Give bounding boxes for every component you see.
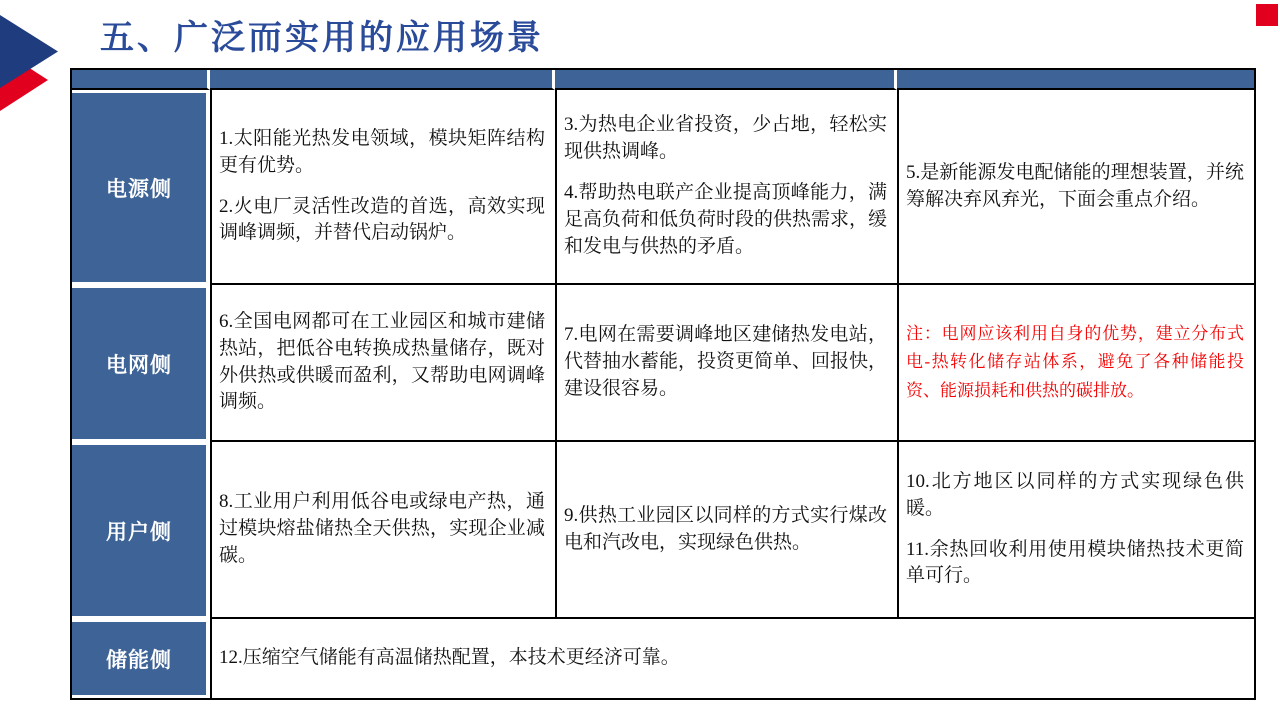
row-label-storage-side bbox=[72, 619, 210, 698]
cell-paragraph: 1.太阳能光热发电领域，模块矩阵结构更有优势。 bbox=[219, 127, 545, 176]
cell-paragraph: 4.帮助热电联产企业提高顶峰能力，满足高负荷和低负荷时段的供热需求，缓和发电与供热的矛盾。 bbox=[564, 182, 888, 257]
note-paragraph: 注：电网应该利用自身的优势，建立分布式电-热转化储存站体系，避免了各种储能投资、能源损耗和供热的碳排放。 bbox=[906, 324, 1244, 400]
table-cell bbox=[210, 442, 555, 619]
row-label-power-source bbox=[72, 90, 210, 285]
row-label-grid-side bbox=[72, 285, 210, 442]
cell-paragraph: 11.余热回收利用使用模块储热技术更简单可行。 bbox=[906, 538, 1244, 587]
row-label-text: 储能侧 bbox=[106, 647, 172, 672]
cell-paragraph: 2.火电厂灵活性改造的首选，高效实现调峰调频，并替代启动锅炉。 bbox=[219, 195, 545, 244]
table-cell bbox=[555, 90, 897, 285]
table-cell bbox=[897, 90, 1254, 285]
application-scenarios-table bbox=[70, 68, 1256, 700]
table-cell bbox=[210, 90, 555, 285]
row-label-text: 电网侧 bbox=[106, 352, 172, 377]
cell-paragraph: 9.供热工业园区以同样的方式实行煤改电和汽改电，实现绿色供热。 bbox=[564, 504, 887, 553]
row-label-box bbox=[72, 445, 206, 616]
cell-paragraph: 3.为热电企业省投资，少占地，轻松实现供热调峰。 bbox=[564, 114, 887, 163]
row-label-box bbox=[72, 93, 206, 282]
cell-paragraph: 10.北方地区以同样的方式实现绿色供暖。 bbox=[906, 470, 1244, 519]
row-label-text: 用户侧 bbox=[106, 519, 172, 544]
row-label-box bbox=[72, 622, 206, 695]
table-cell bbox=[897, 285, 1254, 442]
row-label-user-side bbox=[72, 442, 210, 619]
cell-paragraph: 7.电网在需要调峰地区建储热发电站，代替抽水蓄能，投资更简单、回报快，建设很容易。 bbox=[564, 324, 888, 399]
cell-paragraph: 12.压缩空气储能有高温储热配置，本技术更经济可靠。 bbox=[219, 647, 680, 669]
table-cell bbox=[555, 285, 897, 442]
corner-red-square-icon bbox=[1256, 4, 1278, 26]
table-cell-spanning bbox=[210, 619, 1254, 698]
cell-paragraph: 8.工业用户利用低谷电或绿电产热，通过模块熔盐储热全天供热，实现企业减碳。 bbox=[219, 491, 545, 566]
table-header-cell bbox=[72, 70, 210, 90]
cell-paragraph: 6.全国电网都可在工业园区和城市建储热站，把低谷电转换成热量储存，既对外供热或供暖而盈利，又帮助电网调峰调频。 bbox=[219, 310, 545, 413]
row-label-text: 电源侧 bbox=[106, 176, 172, 201]
cell-paragraph: 5.是新能源发电配储能的理想装置，并统筹解决弃风弃光，下面会重点介绍。 bbox=[906, 161, 1244, 210]
table-cell bbox=[897, 442, 1254, 619]
slide-title: 五、广泛而实用的应用场景 bbox=[100, 20, 544, 57]
table-cell bbox=[555, 442, 897, 619]
table-cell bbox=[210, 285, 555, 442]
row-label-box bbox=[72, 288, 206, 439]
table-header-cell bbox=[897, 70, 1254, 90]
table-header-cell bbox=[555, 70, 897, 90]
table-header-cell bbox=[210, 70, 555, 90]
